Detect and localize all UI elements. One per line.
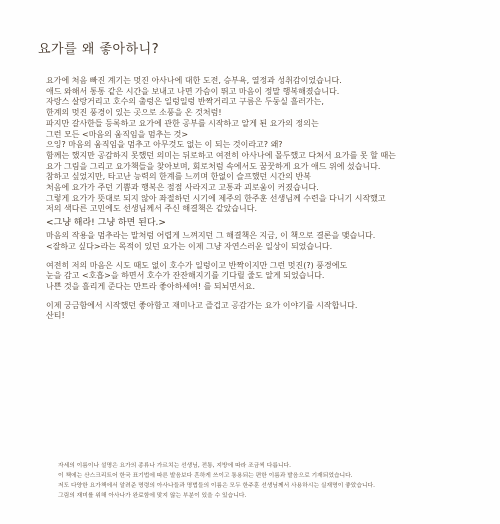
text-line: 요가에 처음 빠진 계기는 멋진 아사나에 대한 도전, 승부욕, 열정과 성취감이었습니다. xyxy=(46,76,342,85)
quote-line: <그냥 해라! 그냥 하면 된다.> xyxy=(46,218,166,229)
page-title: 요가를 왜 좋아하니? xyxy=(38,42,160,57)
footnote-line: 그림의 재미를 위해 아사나가 완료함에 맞지 않는 부분이 있을 수 있습니다. xyxy=(58,493,247,499)
text-line: 저의 색다른 고민에도 선생님께서 주신 해결책은 같았습니다. xyxy=(46,204,257,214)
text-line: 참하고 싶었지만, 타고난 능력의 한계를 느끼며 한없이 슬프했던 시간의 반복 xyxy=(46,172,311,182)
text-line: 함께는 했지만 공감하지 못했던 의미는 뒤로하고 여전히 아사나에 몰두했고 다쳐서 요가를 못 할 때는 xyxy=(46,150,396,160)
text-line: 요가 그림을 그리고 요가책들을 찾아보며, 회로처럼 속에서도 꿈꿋하게 요가 애드 위에 섰습니다. xyxy=(46,161,381,171)
text-line: 자랑스 살랑거리고 호수의 출렁은 일렁일렁 반짝거리고 구름은 두둥실 흘러가는, xyxy=(46,97,324,107)
text-line: 나쁜 것을 흘리게 준다는 만트라 좋아하세여! 를 되뇌면서요. xyxy=(46,281,256,291)
footnotes xyxy=(58,461,458,501)
body-text xyxy=(46,76,476,322)
footnote-line: 저도 다양한 요가책에서 알려준 명령의 아사나들과 명법들의 이름은 모두 한주훈 선생님께서 사용하시는 실재명이 좋았습니다. xyxy=(58,483,375,489)
text-line: 애드 와해서 통통 같은 시간을 보내고 나면 가슴이 뛰고 마음이 정말 행복해졌습니다. xyxy=(46,86,340,96)
text-line: 으잉? 마음의 움직임을 멈추고 아무것도 없는 이 되는 것이라고? 왜? xyxy=(46,140,283,150)
text-line: 여전히 저의 마음은 시도 때도 없이 호수가 일렁이고 반짝이지만 그런 멋진(?) 풍경에도 xyxy=(46,260,348,270)
text-line: 이제 궁금함에서 시작했던 좋아함고 재미나고 즐겁고 공감가는 요가 이야기를 시작합니다. xyxy=(46,300,358,310)
text-line: 한계의 멋진 풍경이 있는 곳으로 소풍을 온 것처럼! xyxy=(46,108,222,118)
text-line: 처음에 요가가 주던 기쁨과 행복은 점점 사라지고 고통과 괴로움이 커졌습니다. xyxy=(46,183,319,193)
text-line: 그렇게 요가가 뜻대로 되지 않아 좌절하던 시기에 제주의 한주훈 선생님께 수련을 다니기 시작했고 xyxy=(46,193,386,203)
text-line: <잘하고 싶다>라는 목적이 있던 요가는 이제 그냥 자연스러운 일상이 되었습니다. xyxy=(46,241,333,251)
text-line: 눈을 감고 <호흡>을 하면서 호수가 잔잔해지기를 기다릴 줄도 알게 되었습니다. xyxy=(46,271,325,281)
text-line: 산티! xyxy=(46,311,65,321)
paragraph-gap xyxy=(46,253,476,261)
footnote-line: 자세의 이름이나 설명은 요가의 종류나 가르치는 선생님, 전통, 지방에 따라 조금씩 다릅니다. xyxy=(58,463,291,469)
text-line: 마음의 작용을 멈추라는 말처럼 어렵게 느껴지던 그 해결책은 지금, 이 책으로 결론을 맺습니다. xyxy=(46,231,376,241)
footnote-line: 이 책에는 산스크리트어 한국 표기법에 따른 발음보다 흔하게 쓰이고 통용되는 편한 이름과 발음으로 기재되었습니다. xyxy=(58,473,353,479)
paragraph-gap xyxy=(46,293,476,301)
text-line: 파지만 갈사한들 등록하고 요가에 관한 공부를 시작하고 알게 된 요가의 정의는 xyxy=(46,118,319,128)
text-line: 그런 모든 <마음의 움직임을 멈추는 것> xyxy=(46,129,189,139)
